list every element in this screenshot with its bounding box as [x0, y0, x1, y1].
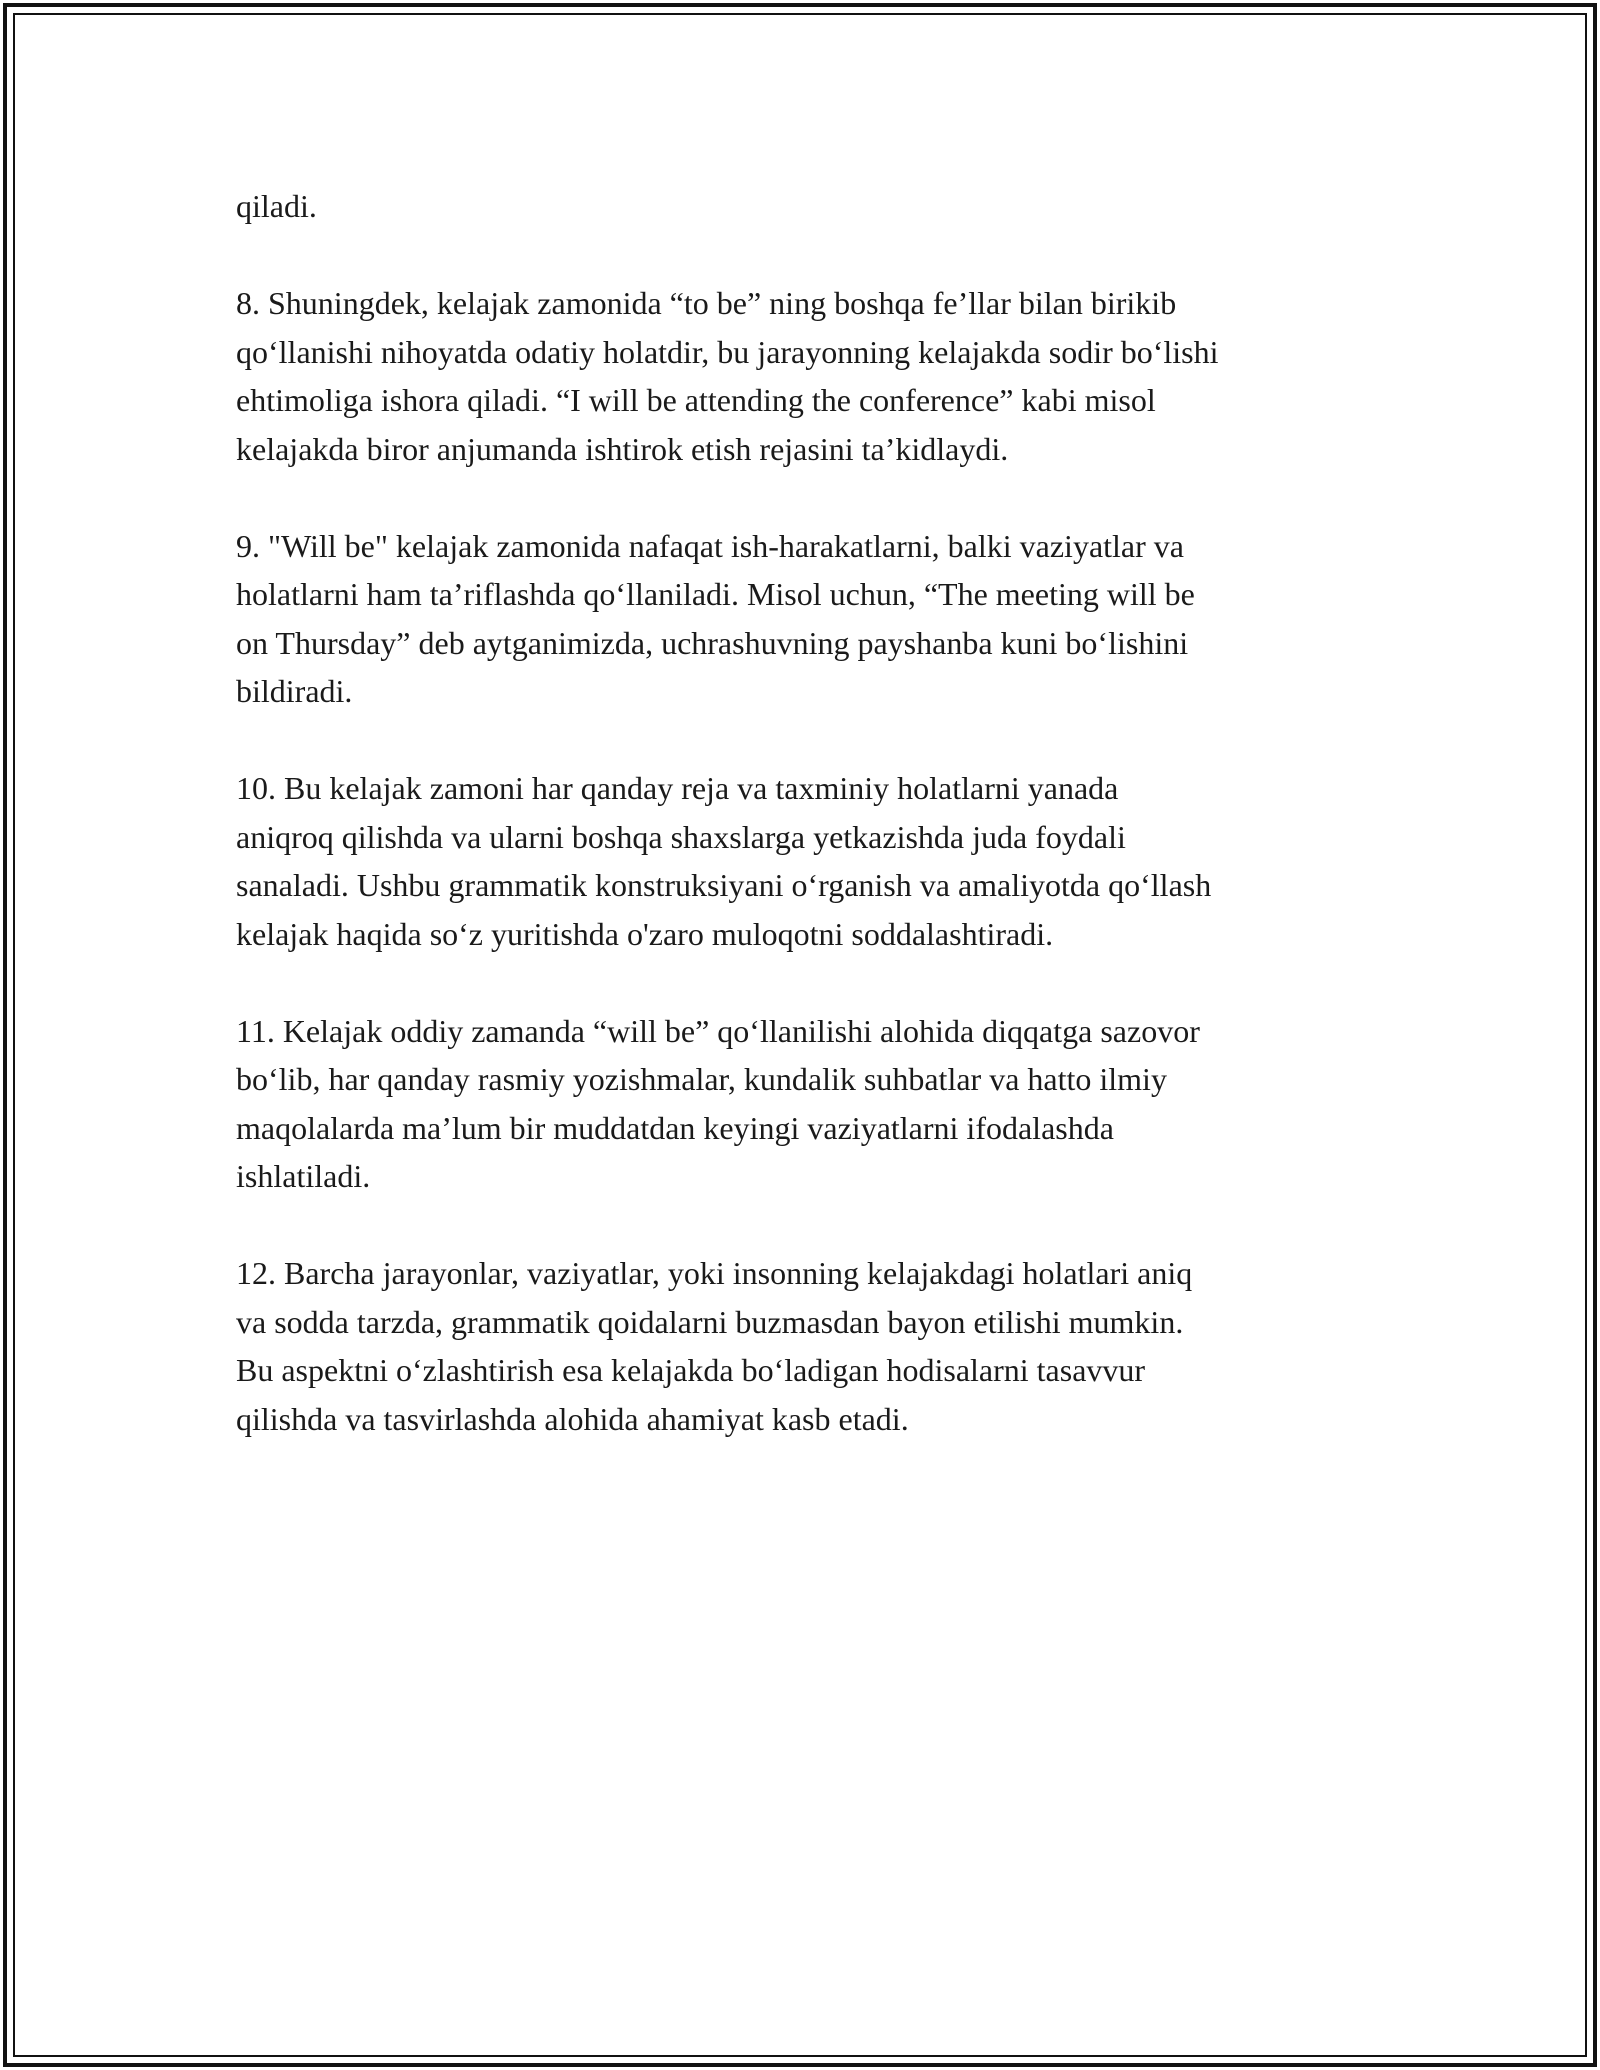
paragraph-11: 11. Kelajak oddiy zamanda “will be” qo‘llanilishi alohida diqqatga sazovor bo‘lib, har qanday rasmiy yozishmalar, kundalik suhbatlar va hatto ilmiy maqolalarda ma’lum bir muddatdan keyingi vaziyatlarni ifodalashda ishlatiladi. [236, 1012, 1200, 1194]
paragraph-8: 8. Shuningdek, kelajak zamonida “to be” ning boshqa fe’llar bilan birikib qo‘llanishi nihoyatda odatiy holatdir, bu jarayonning kelajakda sodir bo‘lishi ehtimoliga ishora qiladi. “I will be attending the conference” kabi misol kelajakda biror anjumanda ishtirok etish rejasini ta’kidlaydi. [236, 285, 1219, 467]
document-body [236, 182, 1386, 1492]
paragraph-9: 9. "Will be" kelajak zamonida nafaqat ish-harakatlarni, balki vaziyatlar va holatlarni ham ta’riflashda qo‘llaniladi. Misol uchun, “The meeting will be on Thursday” deb aytganimizda, uchrashuvning payshanba kuni bo‘lishini bildiradi. [236, 527, 1195, 709]
paragraph-continuation: qiladi. [236, 188, 317, 224]
paragraph-10: 10. Bu kelajak zamoni har qanday reja va taxminiy holatlarni yanada aniqroq qilishda va ularni boshqa shaxslarga yetkazishda juda foydali sanaladi. Ushbu grammatik konstruksiyani o‘rganish va amaliyotda qo‘llash kelajak haqida so‘z yuritishda o'zaro muloqotni soddalashtiradi. [236, 770, 1212, 952]
paragraph-12: 12. Barcha jarayonlar, vaziyatlar, yoki insonning kelajakdagi holatlari aniq va sodda tarzda, grammatik qoidalarni buzmasdan bayon etilishi mumkin. Bu aspektni o‘zlashtirish esa kelajakda bo‘ladigan hodisalarni tasavvur qilishda va tasvirlashda alohida ahamiyat kasb etadi. [236, 1255, 1193, 1437]
